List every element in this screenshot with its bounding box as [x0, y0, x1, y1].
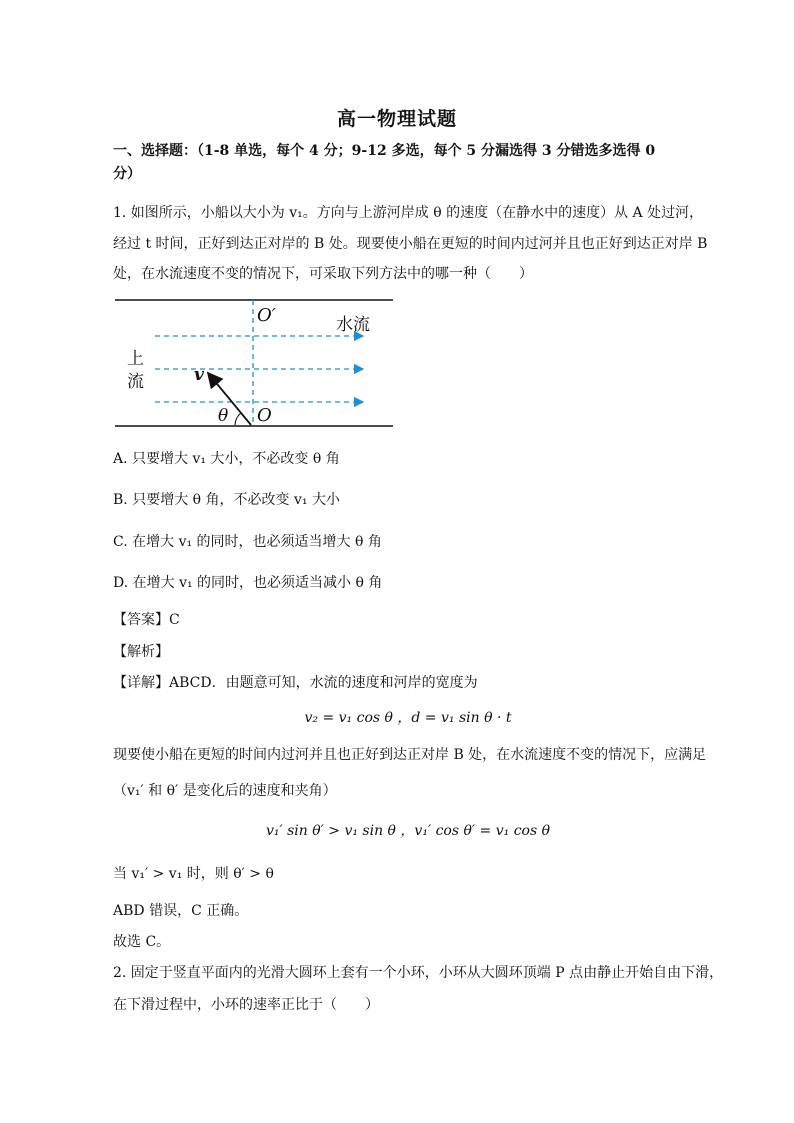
q1-equation-2: v₁′ sin θ′ > v₁ sin θ ，v₁′ cos θ′ = v₁ cos θ: [265, 823, 551, 839]
label-water-flow: 水流: [336, 315, 370, 335]
label-theta: θ: [218, 406, 229, 426]
q1-detail-line6: 故选 C。: [113, 934, 171, 950]
q1-option-c: C. 在增大 v₁ 的同时，也必须适当增大 θ 角: [113, 534, 382, 550]
q2-stem-line1: 2. 固定于竖直平面内的光滑大圆环上套有一个小环，小环从大圆环顶端 P 点由静止开始自由下滑，: [113, 965, 724, 981]
theta-arc: [235, 413, 241, 425]
q1-detail-line2: 现要使小船在更短的时间内过河并且也正好到达正对岸 B 处，在水流速度不变的情况下，应满足: [113, 747, 707, 763]
q1-option-b: B. 只要增大 θ 角，不必改变 v₁ 大小: [113, 492, 340, 508]
label-upstream-1: 上: [127, 349, 144, 369]
page-title: 高一物理试题: [336, 108, 457, 130]
q1-option-d: D. 在增大 v₁ 的同时，也必须适当减小 θ 角: [113, 575, 383, 591]
label-upstream-2: 流: [127, 372, 144, 392]
q1-detail-line3: （v₁′ 和 θ′ 是变化后的速度和夹角）: [113, 783, 337, 799]
q1-detail-line4: 当 v₁′ > v₁ 时，则 θ′ > θ: [113, 866, 274, 882]
label-o-prime: O′: [257, 305, 276, 326]
q1-detail-line5: ABD 错误，C 正确。: [113, 903, 249, 919]
q1-stem-line1: 1. 如图所示，小船以大小为 v₁。方向与上游河岸成 θ 的速度（在静水中的速度）从 A 处过河，: [113, 205, 704, 221]
q2-stem-line2: 在下滑过程中，小环的速率正比于（ ）: [113, 997, 379, 1013]
label-v: v: [194, 365, 204, 385]
section-heading-line2: 分）: [113, 166, 141, 182]
velocity-vector: [208, 373, 251, 425]
q1-stem-line2: 经过 t 时间，正好到达正对岸的 B 处。现要使小船在更短的时间内过河并且也正好到达正对岸 B: [113, 236, 708, 252]
label-o: O: [257, 405, 272, 426]
q1-detail-line1: 【详解】ABCD．由题意可知，水流的速度和河岸的宽度为: [113, 675, 478, 691]
q1-option-a: A. 只要增大 v₁ 大小，不必改变 θ 角: [113, 451, 340, 467]
section-heading-line1: 一、选择题：（1-8 单选，每个 4 分；9-12 多选，每个 5 分漏选得 3 分错选多选得 0: [113, 143, 656, 159]
q1-equation-1: v₂ = v₁ cos θ ，d = v₁ sin θ · t: [304, 710, 512, 726]
river-diagram: [113, 294, 403, 430]
q1-stem-line3: 处，在水流速度不变的情况下，可采取下列方法中的哪一种（ ）: [113, 266, 533, 282]
river-diagram-svg: [113, 294, 403, 430]
q1-answer: 【答案】C: [113, 612, 180, 628]
q1-analysis-label: 【解析】: [113, 644, 169, 660]
